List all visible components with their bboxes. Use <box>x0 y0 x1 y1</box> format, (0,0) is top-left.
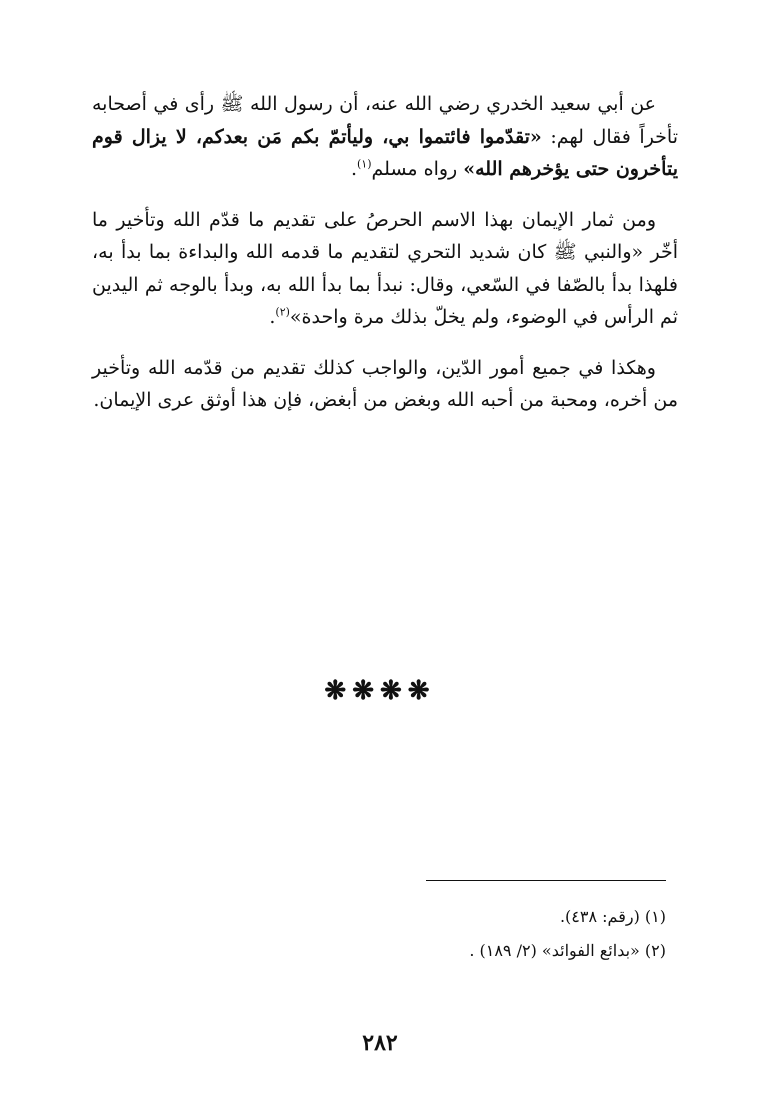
main-text <box>92 88 678 435</box>
footnote-2: (٢) «بدائع الفوائد» (٢/ ١٨٩) . <box>469 941 666 960</box>
footnote-ref-1[interactable]: (١) <box>357 157 372 171</box>
paragraph-1-intro: عن أبي سعيد الخدري رضي الله عنه، أن رسول الله ﷺ رأى في أصحابه تأخراً فقال لهم: <box>92 93 678 148</box>
paragraph-2 <box>92 204 678 334</box>
footnotes <box>106 900 666 968</box>
footnote-ref-2[interactable]: (٢) <box>275 305 290 319</box>
hadith-quote: «تقدّموا فائتموا بي، وليأتمّ بكم مَن بعدكم، لا يزال قوم يتأخرون حتى يؤخرهم الله» <box>92 125 678 180</box>
paragraph-3 <box>92 352 678 417</box>
page-number: ٢٨٢ <box>362 1030 398 1056</box>
footnote-1: (١) (رقم: ٤٣٨). <box>559 907 666 926</box>
paragraph-1 <box>92 88 678 186</box>
paragraph-1-source: رواه مسلم <box>371 158 464 180</box>
paragraph-2-text: ومن ثمار الإيمان بهذا الاسم الحرصُ على تقديم ما قدّم الله وتأخير ما أخّر «والنبي ﷺ كان شديد التحري لتقديم ما قدمه الله والبداءة بما بدأ به، فلهذا بدأ بالصّفا في السّعي، وقال: نبدأ بما بدأ الله به، وبدأ بالوجه ثم اليدين ثم الرأس في الوضوء، ولم يخلّ بذلك مرة واحدة» <box>92 208 678 328</box>
footnote-separator <box>426 880 666 881</box>
paragraph-1-end: . <box>350 158 357 180</box>
section-divider-ornament: ❋❋❋❋ <box>324 676 436 706</box>
paragraph-3-text: وهكذا في جميع أمور الدّين، والواجب كذلك تقديم من قدّمه الله وتأخير من أخره، ومحبة من أحبه الله وبغض من أبغض، فإن هذا أوثق عرى الإيمان. <box>92 356 678 411</box>
paragraph-2-end: . <box>269 306 276 328</box>
